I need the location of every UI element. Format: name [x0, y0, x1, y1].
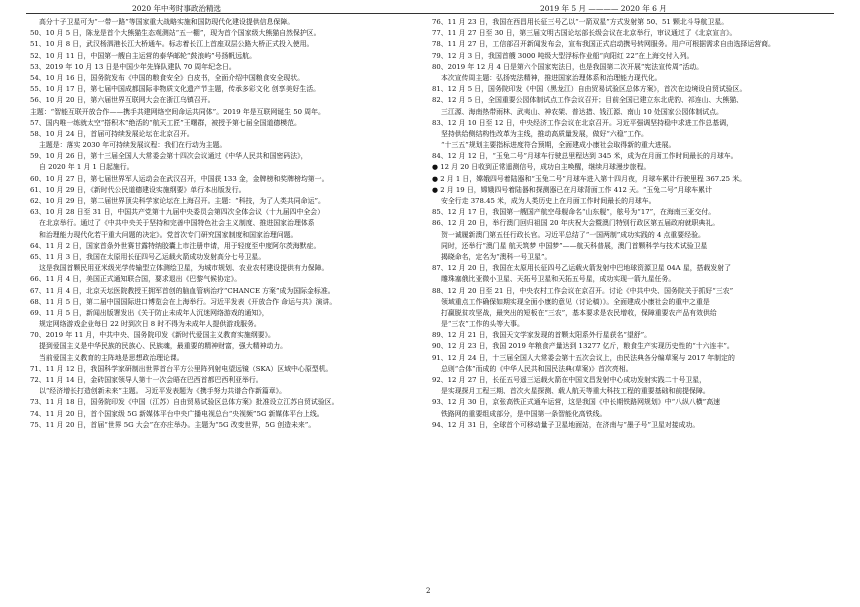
news-line: 77、11 月 27 日至 30 日，第三届文明古国论坛部长级会议在北京举行，审议通过了《北京宣言》。: [432, 29, 737, 38]
news-line: 82、12 月 5 日，全国重要公园体制试点工作会议召开；目前全国已建立东北虎豹、祁连山、大熊猫、: [432, 96, 744, 105]
header-rule: [26, 13, 834, 14]
news-line: 88、12 月 20 日至 21 日，中央农村工作会议在京召开。讨论《中共中央、国务院关于抓好“三农”: [432, 286, 734, 295]
news-line: 安全行走 378.45 米，成为人类历史上在月面工作时间最长的月球车。: [441, 197, 656, 205]
news-line: 57、国内唯一练就太空“搭积木”绝活的“航天工匠”王曙群，被授予第七届全国道德模范。: [30, 118, 301, 127]
news-line: 80、2019 年 12 月 4 日是第六个国家宪法日，也是我国第二次开展“宪法宣传周”活动。: [432, 62, 704, 71]
news-line: 63、10 月 28 日至 31 日，中国共产党第十九届中央委员会第四次全体会议（十九届四中全会）: [30, 208, 325, 217]
news-line: 三江源、海南热带雨林、武夷山、神农架、普达措、钱江源、南山 10 处国家公园体制试点。: [441, 107, 723, 116]
news-line: 92、12 月 27 日，长征五号遥三运载火箭在中国文昌发射中心成功发射实践二十号卫星，: [432, 376, 707, 384]
news-line: 94、12 月 31 日，全球首个可移动量子卫星地面站，在济南与“墨子号”卫星对接成功。: [432, 420, 700, 429]
news-line: 提到爱国主义是中华民族的民族心、民族魂，最重要的精神财富，强大精神动力。: [39, 342, 288, 351]
news-line: 坚持供给侧结构性改革为主线，推动高质量发展，做好“六稳”工作。: [441, 129, 648, 138]
news-line: 总则“合体”而成的《中华人民共和国民法典(草案)》首次亮相。: [441, 364, 633, 373]
news-line: 74、11 月 20 日，首个国家级 5G 新媒体平台中央广播电视总台“央视频”5G 新媒体平台上线。: [30, 409, 324, 418]
news-line: 主题是：落实 2030 年可持续发展议程：我们在行动为主题。: [39, 141, 227, 150]
news-line: 规定网络游戏企业每日 22 时到次日 8 时不得为未成年人提供游戏服务。: [39, 320, 261, 329]
news-line: 60、10 月 27 日，第七届世界军人运动会在武汉召开，中国获 133 金，金牌榜和奖牌榜均第一。: [30, 174, 329, 183]
news-line: 铁路网的重要组成部分，是中国第一条智能化高铁线。: [441, 409, 607, 418]
news-line: 54、10 月 16 日，国务院发布《中国的粮食安全》白皮书，全面介绍中国粮食安全现状。: [30, 73, 305, 82]
news-line: 是“三农”工作的头等大事。: [441, 320, 524, 329]
news-line: 当前爱国主义教育的主阵地是思想政治理论课。: [39, 353, 184, 362]
news-line: ● 2 月 19 日，嫦娥四号着陆器和探测器已在月球背面工作 412 天。“玉兔二号”月球车累计: [432, 185, 712, 194]
news-line: 在北京举行。通过了《中共中央关于坚持和完善中国特色社会主义制度、推进国家治理体系: [39, 219, 315, 228]
news-line: 自 2020 年 1 月 1 日起施行。: [39, 163, 134, 172]
news-line: 84、12 月 12 日，“玉兔二号”月球车行驶总里程达到 345 米，成为在月面工作时间最长的月球车。: [432, 152, 738, 161]
news-line: 以“经济增长打造创新未来”主题。 习近平发表题为《携手努力共谱合作新篇章》。: [39, 387, 286, 396]
news-line: 64、11 月 2 日，国家首条外世赛甘露特纳胶囊上市注册申请，用于轻度至中度阿尔茨海默症。: [30, 241, 321, 250]
page-number: 2: [426, 587, 431, 595]
news-line: 69、11 月 5 日，新闻出版署发出《关于防止未成年人沉迷网络游戏的通知》，: [30, 308, 269, 317]
news-line: 72、11 月 14 日，金砖国家领导人第十一次会晤在巴西首都巴西利亚举行。: [30, 376, 263, 384]
news-line: 89、12 月 21 日，我国天文学家发现的首颗太阳系外行星获名“望舒”。: [432, 331, 652, 340]
news-line: 79、12 月 3 日，我国首艘 3000 吨级大型浮标作业船“向阳红 22”在上海交付入列。: [432, 51, 694, 60]
news-line: 67、11 月 4 日，北京天坛医院教授王拥军首创的脑血管病治疗“CHANCE 方案”成为国际金标准。: [30, 286, 335, 295]
news-line: 高分十子卫星可为“一带一路”等国家重大战略实施和国防现代化建设提供信息保障。: [39, 18, 295, 26]
news-line: 打赢脱贫攻坚战，最突出的短板在“三农”，基本要求是农民增收，保障重要农产品有效供给: [441, 308, 717, 317]
news-line: 和治理能力现代化若干重大问题的决定》。党首次专门研究国家制度和国家治理问题。: [39, 230, 298, 239]
news-line: 同时，还举行“澳门星 航天筑梦 中国梦”——航天科普展，澳门首颗科学与技术试验卫星: [441, 241, 708, 250]
news-line: 主题：“智能互联开放合作——携手共建网络空间命运共同体”。2019 年是互联网诞生 50 周年。: [30, 107, 325, 116]
news-line: 领域重点工作确保如期实现全面小康的意见（讨论稿）》。全面建成小康社会的重中之重是: [441, 297, 710, 306]
news-line: 雕珠塞俄比亚微小卫星、天拓号卫星和天拓五号星，成功实现一箭九星任务。: [441, 275, 676, 284]
news-line: ● 12 月 20 日收到正常遥测信号，成功自主唤醒，继续月球漫步旅程。: [432, 163, 651, 172]
news-line: 50、10 月 5 日，陈龙是首个大熊猫生态观测站“五一棚”，现为首个国家级大熊猫自然保护区。: [30, 29, 321, 38]
news-line: 75、11 月 20 日，首届“世界 5G 大会”在亦庄举办。主题为“5G 改变世界，5G 创造未来”。: [30, 420, 316, 429]
news-line: “十三五”规划主要指标进度符合预期，全面建成小康社会取得新的重大进展。: [441, 141, 676, 150]
news-line: 70、2019 年 11 月，中共中央、国务院印发《新时代爱国主义教育实施纲要》。: [30, 331, 275, 340]
news-line: 73、11 月 18 日，国务院印发《中国（江苏）自由贸易试验区总体方案》批准设立江苏自贸试验区。: [30, 398, 339, 407]
news-line: 85、12 月 17 日，我国第一艘国产航空母舰命名“山东舰”，舷号为“17”，在海南三亚交付。: [432, 208, 716, 217]
left-column: [30, 17, 432, 431]
news-line: 91、12 月 24 日，十三届全国人大常委会第十五次会议上，由民法典各分编草案与 2017 年制定的: [432, 353, 735, 362]
news-line: 是实现探月工程三期、首次火星探测、载人航天等重大科技工程的重要基础和前提保障。: [441, 387, 710, 396]
news-line: 本次宣传周主题：弘扬宪法精神，推进国家治理体系和治理能力现代化。: [441, 73, 662, 82]
news-line: 59、10 月 26 日，第十三届全国人大常委会第十四次会议通过《中华人民共和国密码法》，: [30, 152, 308, 161]
news-line: 66、11 月 4 日，美国正式通知联合国，要求退出《巴黎气候协定》。: [30, 275, 242, 284]
news-line: 53、2019 年 10 月 13 日是中国少年先锋队建队 70 周年纪念日。: [30, 62, 236, 71]
news-line: 55、10 月 17 日，第七届中国成都国际非物质文化遗产节主题，传承多彩文化 创享美好生活。: [30, 85, 321, 94]
news-line: 51、10 月 8 日，武汉杨泗港长江大桥通车。标志着长江上首座双层公路大桥正式投入使用。: [30, 40, 314, 49]
news-line: 揭晓命名，定名为“澳科一号卫星”。: [441, 252, 552, 261]
news-line: 83、12 月 10 日至 12 日，中央经济工作会议在北京召开。习近平强调坚持稳中求进工作总基调，: [432, 118, 733, 127]
news-line: 贺一诚履新澳门第五任行政长官。习近平总结了“一国两制”成功实践的 4 点重要经验。: [441, 230, 705, 239]
news-line: 76、11 月 23 日，我国在西昌用长征三号乙以“一箭双星”方式发射第 50、51 颗北斗导航卫星。: [432, 18, 729, 26]
news-line: 81、12 月 5 日，国务院印发《中国（黑龙江）自由贸易试验区总体方案》，首次在边境设自贸试验区。: [432, 85, 747, 94]
news-line: 65、11 月 3 日，我国在太原用长征四号乙运载火箭成功发射高分七号卫星。: [30, 252, 266, 261]
news-line: 62、10 月 29 日，第二届世界顶尖科学家论坛在上海召开。主题：“科技，为了人类共同命运”。: [30, 197, 325, 205]
news-line: 58、10 月 24 日，首届可持续发展论坛在北京召开。: [30, 129, 194, 138]
news-line: 61、10 月 29 日，《新时代公民道德建设实施纲要》单行本出版发行。: [30, 185, 246, 194]
news-line: ● 2 月 1 日，嫦娥四号着陆器和“玉兔二号”月球车进入第十四月夜，月球车累计行驶里程 367.25 米。: [432, 174, 747, 183]
news-line: 52、10 月 11 日，中国第一艘自主运营的泰华邮轮“鼓浪屿”号扬帆远航。: [30, 51, 256, 60]
news-line: 90、12 月 23 日，我国 2019 年粮食产量达到 13277 亿斤，粮食生产实现历史性的“十六连丰”。: [432, 342, 734, 351]
news-line: 68、11 月 5 日，第二届中国国际进口博览会在上海举行。习近平发表《开放合作 命运与共》演讲。: [30, 297, 337, 306]
news-line: 78、11 月 27 日，工信部召开新闻发布会，宣布我国正式启动携号转网服务。用户可根据需求自由选择运营商。: [432, 40, 775, 49]
right-column: [432, 17, 834, 431]
news-line: 87、12 月 20 日，我国在太原用长征四号乙运载火箭发射中巴地球资源卫星 04A 星，搭载发射了: [432, 264, 732, 273]
header-right: 2019 年 5 月 ———— 2020 年 6 月: [540, 4, 667, 13]
news-line: 86、12 月 20 日，举行澳门回归祖国 20 年庆祝大会暨澳门特别行政区第五届政府就职典礼。: [432, 219, 720, 228]
news-line: 这是我国首颗民用亚米级光学传输型立体测绘卫星，为城市规划、农业农村建设提供有力保障。: [39, 264, 329, 273]
news-line: 71、11 月 12 日，我国科学家研制出世界首台平方公里阵列射电望远镜（SKA）区域中心原型机。: [30, 364, 333, 373]
news-line: 93、12 月 30 日，京张高铁正式通车运营，这是我国《中长期铁路网规划》中“八纵八横”高速: [432, 398, 720, 407]
header-left: 2020 年中考时事政治精选: [132, 4, 221, 13]
news-line: 56、10 月 20 日，第六届世界互联网大会在浙江乌镇召开。: [30, 96, 215, 105]
